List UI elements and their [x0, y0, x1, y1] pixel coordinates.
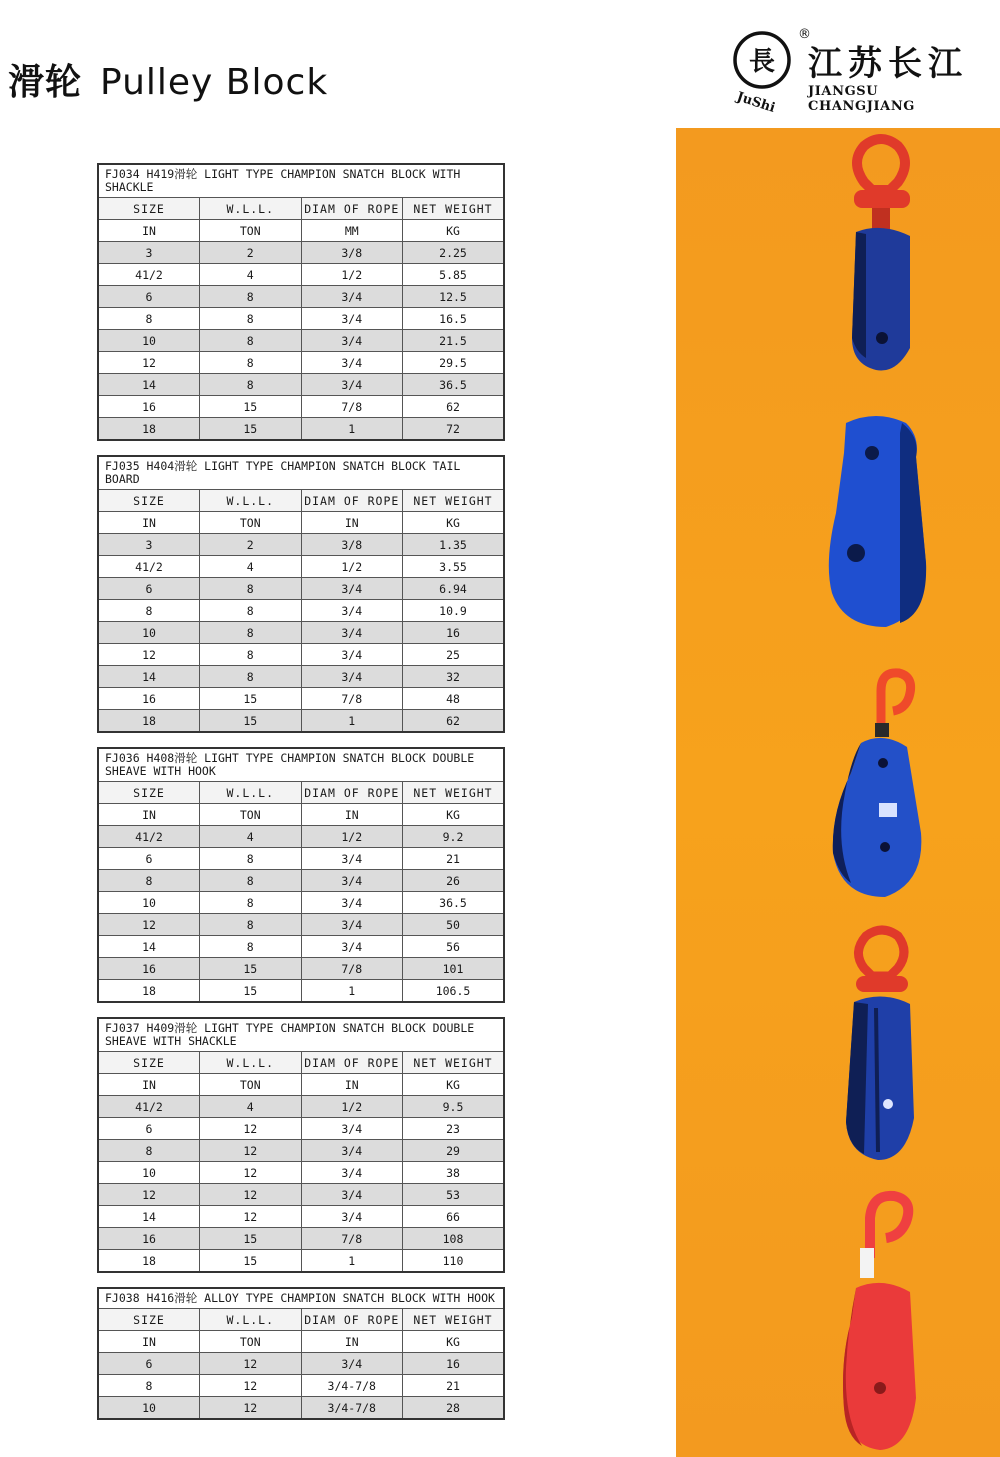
net-weight-cell: 16 [403, 1353, 505, 1375]
col-header-net-weight: NET WEIGHT [403, 490, 505, 512]
wll-cell: 4 [200, 556, 302, 578]
diam-of-rope-cell: 3/4 [301, 1206, 403, 1228]
col-header-size: SIZE [98, 1052, 200, 1074]
diam-of-rope-cell: 1 [301, 1250, 403, 1273]
diam-of-rope-cell: 3/4 [301, 1184, 403, 1206]
size-cell: 18 [98, 980, 200, 1003]
wll-cell: 15 [200, 1228, 302, 1250]
product-photo-panel [676, 128, 1000, 1457]
unit-cell: MM [301, 220, 403, 242]
table-row [98, 826, 504, 848]
jushi-logo-icon [728, 24, 811, 116]
table-row [98, 644, 504, 666]
size-cell: 16 [98, 1228, 200, 1250]
net-weight-cell: 21 [403, 1375, 505, 1397]
net-weight-cell: 1.35 [403, 534, 505, 556]
table-row [98, 1140, 504, 1162]
col-header-net-weight: NET WEIGHT [403, 782, 505, 804]
wll-cell: 8 [200, 286, 302, 308]
unit-cell: IN [98, 220, 200, 242]
net-weight-cell: 21 [403, 848, 505, 870]
size-cell: 10 [98, 622, 200, 644]
net-weight-cell: 23 [403, 1118, 505, 1140]
size-cell: 41/2 [98, 264, 200, 286]
diam-of-rope-cell: 3/4 [301, 1353, 403, 1375]
wll-cell: 8 [200, 870, 302, 892]
size-cell: 41/2 [98, 1096, 200, 1118]
diam-of-rope-cell: 3/4 [301, 1140, 403, 1162]
wll-cell: 8 [200, 352, 302, 374]
table-title: FJ034 H419滑轮 LIGHT TYPE CHAMPION SNATCH BLOCK WITH SHACKLE [98, 164, 504, 198]
spec-table-fj037 [97, 1017, 505, 1273]
svg-text:長 [749, 47, 775, 77]
net-weight-cell: 5.85 [403, 264, 505, 286]
col-header-size: SIZE [98, 490, 200, 512]
net-weight-cell: 12.5 [403, 286, 505, 308]
net-weight-cell: 28 [403, 1397, 505, 1420]
table-row [98, 688, 504, 710]
wll-cell: 15 [200, 396, 302, 418]
col-header-diam-of-rope: DIAM OF ROPE [301, 198, 403, 220]
col-header-size: SIZE [98, 1309, 200, 1331]
unit-cell: KG [403, 220, 505, 242]
size-cell: 41/2 [98, 556, 200, 578]
diam-of-rope-cell: 3/4 [301, 286, 403, 308]
col-header-diam-of-rope: DIAM OF ROPE [301, 1309, 403, 1331]
col-header-diam-of-rope: DIAM OF ROPE [301, 782, 403, 804]
diam-of-rope-cell: 3/4 [301, 848, 403, 870]
wll-cell: 15 [200, 1250, 302, 1273]
size-cell: 14 [98, 1206, 200, 1228]
table-row [98, 330, 504, 352]
wll-cell: 15 [200, 710, 302, 733]
size-cell: 16 [98, 688, 200, 710]
size-cell: 12 [98, 644, 200, 666]
registered-mark: ® [798, 27, 811, 42]
col-header-diam-of-rope: DIAM OF ROPE [301, 490, 403, 512]
table-row [98, 958, 504, 980]
diam-of-rope-cell: 3/4 [301, 578, 403, 600]
diam-of-rope-cell: 3/4 [301, 330, 403, 352]
size-cell: 12 [98, 352, 200, 374]
table-title: FJ036 H408滑轮 LIGHT TYPE CHAMPION SNATCH BLOCK DOUBLE SHEAVE WITH HOOK [98, 748, 504, 782]
table-row [98, 534, 504, 556]
brand-name-chinese: 江苏长江 [808, 44, 968, 84]
net-weight-cell: 26 [403, 870, 505, 892]
wll-cell: 8 [200, 330, 302, 352]
diam-of-rope-cell: 3/4 [301, 892, 403, 914]
diam-of-rope-cell: 7/8 [301, 1228, 403, 1250]
net-weight-cell: 9.5 [403, 1096, 505, 1118]
net-weight-cell: 101 [403, 958, 505, 980]
unit-cell: IN [98, 512, 200, 534]
diam-of-rope-cell: 3/8 [301, 534, 403, 556]
table-row [98, 980, 504, 1003]
net-weight-cell: 48 [403, 688, 505, 710]
size-cell: 10 [98, 330, 200, 352]
col-header-wll: W.L.L. [200, 782, 302, 804]
diam-of-rope-cell: 7/8 [301, 958, 403, 980]
wll-cell: 8 [200, 374, 302, 396]
net-weight-cell: 16.5 [403, 308, 505, 330]
net-weight-cell: 72 [403, 418, 505, 441]
size-cell: 8 [98, 870, 200, 892]
table-row [98, 1353, 504, 1375]
spec-table-fj034 [97, 163, 505, 441]
col-header-wll: W.L.L. [200, 1052, 302, 1074]
diam-of-rope-cell: 3/4 [301, 1162, 403, 1184]
shackle-snatch-block-image [826, 138, 936, 378]
wll-cell: 8 [200, 936, 302, 958]
page-title-chinese: 滑轮 [8, 62, 83, 103]
size-cell: 14 [98, 666, 200, 688]
net-weight-cell: 36.5 [403, 892, 505, 914]
table-row [98, 914, 504, 936]
diam-of-rope-cell: 3/4 [301, 870, 403, 892]
logo-glyph: 長 [748, 47, 776, 77]
col-header-diam-of-rope: DIAM OF ROPE [301, 1052, 403, 1074]
table-row [98, 242, 504, 264]
table-row [98, 848, 504, 870]
size-cell: 18 [98, 1250, 200, 1273]
diam-of-rope-cell: 3/4 [301, 374, 403, 396]
unit-cell: KG [403, 512, 505, 534]
diam-of-rope-cell: 3/4 [301, 352, 403, 374]
table-row [98, 936, 504, 958]
net-weight-cell: 108 [403, 1228, 505, 1250]
net-weight-cell: 50 [403, 914, 505, 936]
col-header-wll: W.L.L. [200, 198, 302, 220]
size-cell: 18 [98, 418, 200, 441]
unit-cell: KG [403, 804, 505, 826]
unit-cell: TON [200, 512, 302, 534]
diam-of-rope-cell: 7/8 [301, 396, 403, 418]
size-cell: 10 [98, 1397, 200, 1420]
diam-of-rope-cell: 3/4-7/8 [301, 1375, 403, 1397]
diam-of-rope-cell: 3/4 [301, 666, 403, 688]
logo-text: JuShi [734, 89, 777, 116]
brand-block [728, 24, 990, 116]
net-weight-cell: 38 [403, 1162, 505, 1184]
table-row [98, 666, 504, 688]
diam-of-rope-cell: 1/2 [301, 1096, 403, 1118]
table-row [98, 352, 504, 374]
net-weight-cell: 2.25 [403, 242, 505, 264]
unit-cell: IN [98, 1331, 200, 1353]
table-row [98, 396, 504, 418]
table-row [98, 1118, 504, 1140]
size-cell: 3 [98, 534, 200, 556]
net-weight-cell: 3.55 [403, 556, 505, 578]
wll-cell: 8 [200, 848, 302, 870]
diam-of-rope-cell: 3/4 [301, 308, 403, 330]
col-header-wll: W.L.L. [200, 1309, 302, 1331]
size-cell: 16 [98, 396, 200, 418]
wll-cell: 12 [200, 1375, 302, 1397]
net-weight-cell: 25 [403, 644, 505, 666]
double-shackle-snatch-block-image [826, 928, 936, 1168]
diam-of-rope-cell: 3/4 [301, 622, 403, 644]
wll-cell: 8 [200, 892, 302, 914]
unit-cell: IN [301, 1074, 403, 1096]
size-cell: 16 [98, 958, 200, 980]
net-weight-cell: 21.5 [403, 330, 505, 352]
table-row [98, 308, 504, 330]
table-row [98, 286, 504, 308]
diam-of-rope-cell: 3/4 [301, 914, 403, 936]
table-title: FJ037 H409滑轮 LIGHT TYPE CHAMPION SNATCH BLOCK DOUBLE SHEAVE WITH SHACKLE [98, 1018, 504, 1052]
table-row [98, 374, 504, 396]
spec-table-fj036 [97, 747, 505, 1003]
wll-cell: 12 [200, 1140, 302, 1162]
diam-of-rope-cell: 3/4 [301, 644, 403, 666]
wll-cell: 12 [200, 1162, 302, 1184]
size-cell: 6 [98, 1353, 200, 1375]
wll-cell: 8 [200, 666, 302, 688]
col-header-net-weight: NET WEIGHT [403, 198, 505, 220]
size-cell: 12 [98, 914, 200, 936]
col-header-size: SIZE [98, 782, 200, 804]
diam-of-rope-cell: 1/2 [301, 556, 403, 578]
table-title: FJ038 H416滑轮 ALLOY TYPE CHAMPION SNATCH BLOCK WITH HOOK [98, 1288, 504, 1309]
page-title-english: Pulley Block [100, 62, 329, 103]
wll-cell: 4 [200, 826, 302, 848]
table-row [98, 1162, 504, 1184]
net-weight-cell: 66 [403, 1206, 505, 1228]
table-row [98, 418, 504, 441]
table-row [98, 578, 504, 600]
diam-of-rope-cell: 3/4-7/8 [301, 1397, 403, 1420]
size-cell: 8 [98, 1140, 200, 1162]
unit-cell: IN [301, 512, 403, 534]
unit-cell: IN [98, 804, 200, 826]
diam-of-rope-cell: 3/4 [301, 936, 403, 958]
wll-cell: 2 [200, 242, 302, 264]
table-row [98, 556, 504, 578]
spec-table-fj038 [97, 1287, 505, 1420]
page-title [8, 54, 328, 105]
diam-of-rope-cell: 3/8 [301, 242, 403, 264]
net-weight-cell: 32 [403, 666, 505, 688]
wll-cell: 8 [200, 600, 302, 622]
net-weight-cell: 9.2 [403, 826, 505, 848]
net-weight-cell: 29 [403, 1140, 505, 1162]
diam-of-rope-cell: 1 [301, 418, 403, 441]
table-row [98, 622, 504, 644]
net-weight-cell: 106.5 [403, 980, 505, 1003]
table-row [98, 1228, 504, 1250]
diam-of-rope-cell: 1/2 [301, 264, 403, 286]
size-cell: 10 [98, 892, 200, 914]
diam-of-rope-cell: 7/8 [301, 688, 403, 710]
unit-cell: TON [200, 1331, 302, 1353]
unit-cell: KG [403, 1331, 505, 1353]
unit-cell: TON [200, 1074, 302, 1096]
wll-cell: 8 [200, 578, 302, 600]
svg-text:JuShi [734, 89, 777, 116]
spec-table-fj035 [97, 455, 505, 733]
size-cell: 6 [98, 286, 200, 308]
wll-cell: 15 [200, 688, 302, 710]
diam-of-rope-cell: 3/4 [301, 1118, 403, 1140]
wll-cell: 15 [200, 958, 302, 980]
size-cell: 6 [98, 578, 200, 600]
wll-cell: 8 [200, 622, 302, 644]
size-cell: 6 [98, 1118, 200, 1140]
net-weight-cell: 62 [403, 710, 505, 733]
wll-cell: 4 [200, 264, 302, 286]
size-cell: 8 [98, 308, 200, 330]
wll-cell: 8 [200, 914, 302, 936]
wll-cell: 4 [200, 1096, 302, 1118]
table-row [98, 600, 504, 622]
wll-cell: 2 [200, 534, 302, 556]
table-row [98, 870, 504, 892]
wll-cell: 12 [200, 1206, 302, 1228]
alloy-hook-snatch-block-image [826, 1188, 936, 1457]
wll-cell: 15 [200, 418, 302, 441]
table-row [98, 892, 504, 914]
size-cell: 8 [98, 1375, 200, 1397]
col-header-net-weight: NET WEIGHT [403, 1052, 505, 1074]
brand-name-english: JIANGSU CHANGJIANG [808, 84, 916, 114]
diam-of-rope-cell: 1/2 [301, 826, 403, 848]
spec-tables [97, 163, 507, 1434]
net-weight-cell: 10.9 [403, 600, 505, 622]
col-header-net-weight: NET WEIGHT [403, 1309, 505, 1331]
size-cell: 18 [98, 710, 200, 733]
net-weight-cell: 56 [403, 936, 505, 958]
hook-snatch-block-image [821, 663, 941, 913]
table-row [98, 1184, 504, 1206]
unit-cell: IN [98, 1074, 200, 1096]
unit-cell: KG [403, 1074, 505, 1096]
size-cell: 14 [98, 936, 200, 958]
wll-cell: 12 [200, 1353, 302, 1375]
unit-cell: IN [301, 1331, 403, 1353]
size-cell: 12 [98, 1184, 200, 1206]
size-cell: 41/2 [98, 826, 200, 848]
wll-cell: 12 [200, 1118, 302, 1140]
wll-cell: 12 [200, 1184, 302, 1206]
unit-cell: TON [200, 804, 302, 826]
wll-cell: 8 [200, 308, 302, 330]
net-weight-cell: 53 [403, 1184, 505, 1206]
net-weight-cell: 36.5 [403, 374, 505, 396]
net-weight-cell: 16 [403, 622, 505, 644]
diam-of-rope-cell: 1 [301, 980, 403, 1003]
size-cell: 8 [98, 600, 200, 622]
table-row [98, 710, 504, 733]
size-cell: 14 [98, 374, 200, 396]
col-header-size: SIZE [98, 198, 200, 220]
size-cell: 3 [98, 242, 200, 264]
diam-of-rope-cell: 3/4 [301, 600, 403, 622]
col-header-wll: W.L.L. [200, 490, 302, 512]
wll-cell: 15 [200, 980, 302, 1003]
unit-cell: IN [301, 804, 403, 826]
table-row [98, 1206, 504, 1228]
table-title: FJ035 H404滑轮 LIGHT TYPE CHAMPION SNATCH BLOCK TAIL BOARD [98, 456, 504, 490]
size-cell: 10 [98, 1162, 200, 1184]
diam-of-rope-cell: 1 [301, 710, 403, 733]
net-weight-cell: 110 [403, 1250, 505, 1273]
tail-board-snatch-block-image [816, 413, 946, 633]
size-cell: 6 [98, 848, 200, 870]
table-row [98, 1375, 504, 1397]
net-weight-cell: 29.5 [403, 352, 505, 374]
table-row [98, 264, 504, 286]
wll-cell: 12 [200, 1397, 302, 1420]
net-weight-cell: 6.94 [403, 578, 505, 600]
wll-cell: 8 [200, 644, 302, 666]
unit-cell: TON [200, 220, 302, 242]
net-weight-cell: 62 [403, 396, 505, 418]
table-row [98, 1250, 504, 1273]
table-row [98, 1096, 504, 1118]
table-row [98, 1397, 504, 1420]
